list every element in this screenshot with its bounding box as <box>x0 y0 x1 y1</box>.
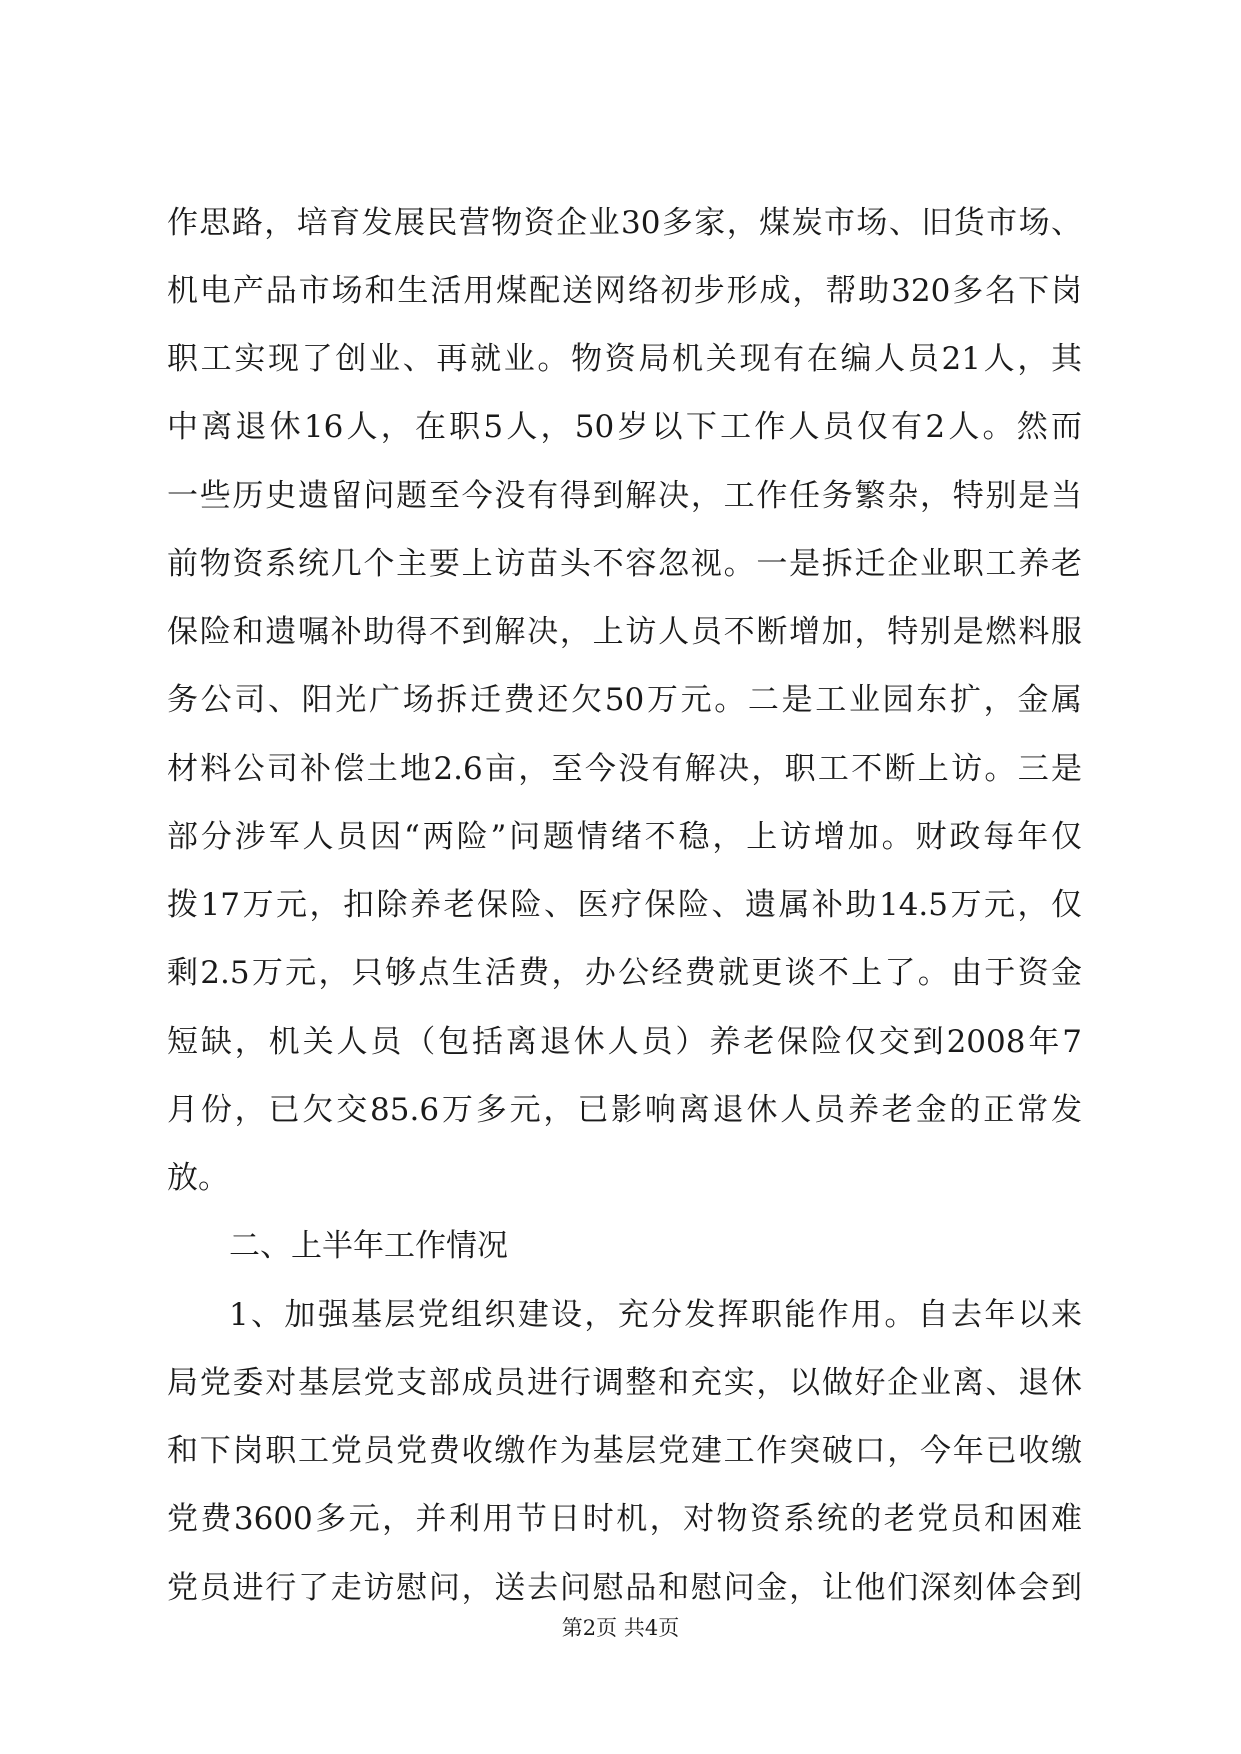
paragraph-line: 剩2.5万元，只够点生活费，办公经费就更谈不上了。由于资金 <box>167 955 1082 991</box>
paragraph-line: 月份，已欠交85.6万多元，已影响离退休人员养老金的正常发 <box>167 1092 1082 1128</box>
page-number-footer: 第2页 共4页 <box>561 1616 680 1640</box>
paragraph-line: 保险和遗嘱补助得不到解决，上访人员不断增加，特别是燃料服 <box>167 614 1082 650</box>
paragraph-line: 党费3600多元，并利用节日时机，对物资系统的老党员和困难 <box>167 1501 1082 1537</box>
paragraph-line: 放。 <box>167 1160 229 1196</box>
paragraph-line: 机电产品市场和生活用煤配送网络初步形成，帮助320多名下岗 <box>167 273 1082 309</box>
paragraph-line: 1、加强基层党组织建设，充分发挥职能作用。自去年以来 <box>229 1297 1082 1333</box>
paragraph-line: 短缺，机关人员（包括离退休人员）养老保险仅交到2008年7 <box>167 1024 1082 1060</box>
paragraph-line: 职工实现了创业、再就业。物资局机关现有在编人员21人，其 <box>167 341 1082 377</box>
paragraph-line: 前物资系统几个主要上访苗头不容忽视。一是拆迁企业职工养老 <box>167 546 1082 582</box>
paragraph-line: 党员进行了走访慰问，送去问慰品和慰问金，让他们深刻体会到 <box>167 1570 1082 1606</box>
paragraph-line: 部分涉军人员因“两险”问题情绪不稳，上访增加。财政每年仅 <box>167 819 1082 855</box>
paragraph-line: 和下岗职工党员党费收缴作为基层党建工作突破口，今年已收缴 <box>167 1433 1082 1469</box>
section-heading: 二、上半年工作情况 <box>229 1228 508 1264</box>
paragraph-line: 作思路，培育发展民营物资企业30多家，煤炭市场、旧货市场、 <box>167 205 1082 241</box>
paragraph-line: 中离退休16人，在职5人，50岁以下工作人员仅有2人。然而 <box>167 409 1082 445</box>
paragraph-line: 一些历史遗留问题至今没有得到解决，工作任务繁杂，特别是当 <box>167 478 1082 514</box>
paragraph-line: 务公司、阳光广场拆迁费还欠50万元。二是工业园东扩，金属 <box>167 682 1082 718</box>
paragraph-line: 材料公司补偿土地2.6亩，至今没有解决，职工不断上访。三是 <box>167 751 1082 787</box>
paragraph-line: 局党委对基层党支部成员进行调整和充实，以做好企业离、退休 <box>167 1365 1082 1401</box>
paragraph-line: 拨17万元，扣除养老保险、医疗保险、遗属补助14.5万元，仅 <box>167 887 1082 923</box>
